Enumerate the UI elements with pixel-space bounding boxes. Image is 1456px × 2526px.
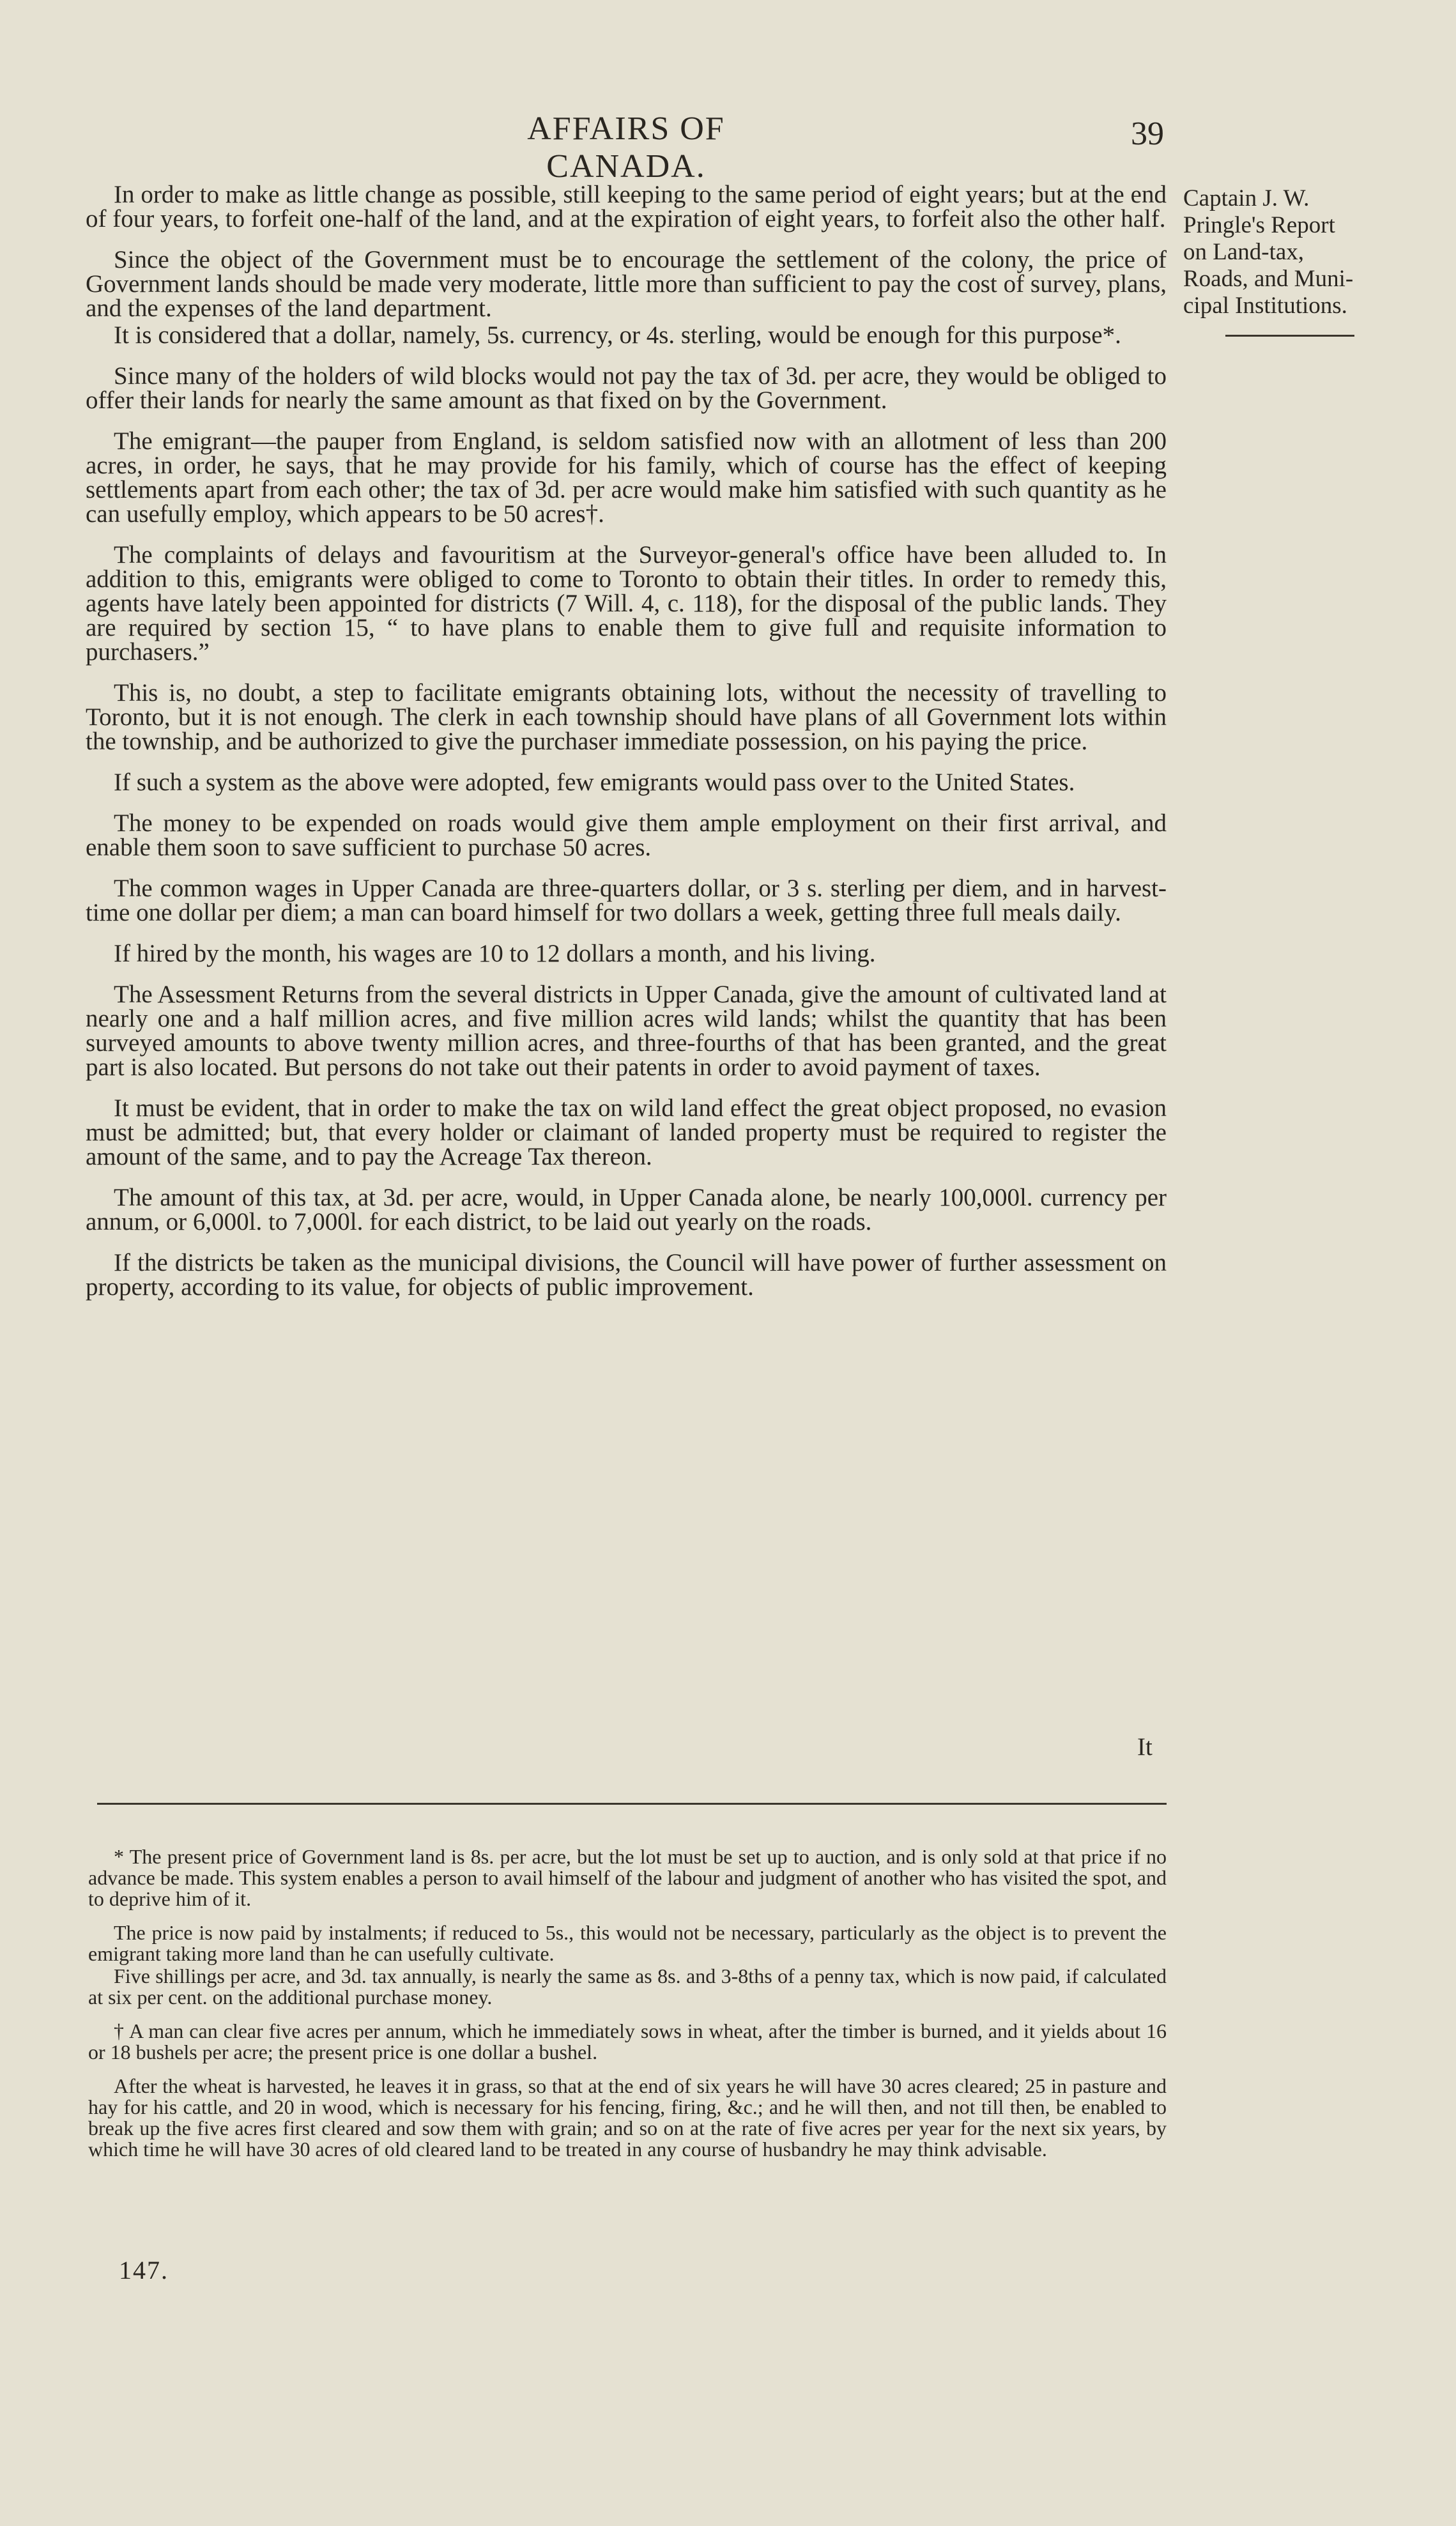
paragraph: The Assessment Returns from the several districts in Upper Canada, give the amount of cultivated land at nearly one and a half million acres, and five million acres wild lands; whilst the quantity that has been surveyed amounts to above twenty million acres, and three-fourths of that has been granted, and the great part is also located. But persons do not take out their patents in order to avoid payment of taxes. xyxy=(86,981,1167,1081)
paragraph: If hired by the month, his wages are 10 to 12 dollars a month, and his living. xyxy=(114,940,876,967)
paragraph: It is considered that a dollar, namely, 5s. currency, or 4s. sterling, would be enough for this purpose*. xyxy=(114,321,1121,349)
paragraph: The amount of this tax, at 3d. per acre, would, in Upper Canada alone, be nearly 100,000l. currency per annum, or 6,000l. to 7,000l. for each district, to be laid out yearly on the roads. xyxy=(86,1184,1167,1236)
page-number: 39 xyxy=(1131,116,1164,152)
sidenote-line: Captain J. W. xyxy=(1183,185,1310,211)
sidenote-divider xyxy=(1225,335,1354,337)
paragraph: The complaints of delays and favouritism at the Surveyor-general's office have been alluded to. In addition to this, emigrants were obliged to come to Toronto to obtain their titles. In order to remedy this, agents have lately been appointed for districts (7 Will. 4, c. 118), for the disposal of the public lands. They are required by section 15, “ to have plans to enable them to give full and requisite information to purchasers.” xyxy=(86,541,1167,666)
footnote-paragraph: Five shillings per acre, and 3d. tax annually, is nearly the same as 8s. and 3-8ths of a penny tax, which is now paid, if calculated at six per cent. on the additional purchase money. xyxy=(88,1964,1167,2009)
paragraph: Since the object of the Government must be to encourage the settlement of the colony, the price of Government lands should be made very moderate, little more than sufficient to pay the cost of survey, plans, and the expenses of the land department. xyxy=(86,246,1167,322)
paragraph: This is, no doubt, a step to facilitate emigrants obtaining lots, without the necessity of travelling to Toronto, but it is not enough. The clerk in each township should have plans of all Government lots within the township, and be authorized to give the purchaser immediate possession, on his paying the price. xyxy=(86,679,1167,755)
paragraph: It must be evident, that in order to make the tax on wild land effect the great object proposed, no evasion must be admitted; but, that every holder or claimant of landed property must be required to register the amount of the same, and to pay the Acreage Tax thereon. xyxy=(86,1094,1167,1170)
paragraph: The common wages in Upper Canada are three-quarters dollar, or 3 s. sterling per diem, and in harvest-time one dollar per diem; a man can board himself for two dollars a week, getting three full meals daily. xyxy=(86,875,1167,926)
footnote-paragraph: After the wheat is harvested, he leaves it in grass, so that at the end of six years he will have 30 acres cleared; 25 in pasture and hay for his cattle, and 20 in wood, which is necessary for his fencing, firing, &c.; and he will then, and not till then, be enabled to break up the five acres first cleared and sow them with grain; and so on at the rate of five acres per year for the next six years, by which time he will have 30 acres of old cleared land to be treated in any course of husbandry he may think advisable. xyxy=(88,2074,1167,2161)
paragraph: In order to make as little change as possible, still keeping to the same period of eight years; but at the end of four years, to forfeit one-half of the land, and at the expiration of eight years, to forfeit also the other half. xyxy=(86,181,1167,233)
footnote-paragraph: * The present price of Government land is 8s. per acre, but the lot must be set up to auction, and is only sold at that price if no advance be made. This system enables a person to avail himself of the labour and judgment of another who has visited the spot, and to deprive him of it. xyxy=(88,1845,1167,1910)
paragraph: The money to be expended on roads would give them ample employment on their first arrival, and enable them soon to save sufficient to purchase 50 acres. xyxy=(86,809,1167,861)
catchword: It xyxy=(1137,1733,1153,1761)
paragraph: If the districts be taken as the municipal divisions, the Council will have power of further assessment on property, according to its value, for objects of public improvement. xyxy=(86,1249,1167,1301)
margin-sidenote xyxy=(1183,185,1452,319)
sidenote-line: Roads, and Muni- xyxy=(1183,266,1354,292)
paragraph: The emigrant—the pauper from England, is seldom satisfied now with an allotment of less than 200 acres, in order, he says, that he may provide for his family, which of course has the effect of keeping settlements apart from each other; the tax of 3d. per acre would make him satisfied with such quantity as he can usefully employ, which appears to be 50 acres†. xyxy=(86,427,1167,528)
running-header-title: AFFAIRS OF CANADA. xyxy=(527,111,725,185)
footnote-paragraph: The price is now paid by instalments; if reduced to 5s., this would not be necessary, particularly as the object is to prevent the emigrant taking more land than he can usefully cultivate. xyxy=(88,1921,1167,1965)
footnote-divider xyxy=(97,1803,1167,1805)
sidenote-line: Pringle's Report xyxy=(1183,212,1335,238)
printer-signature: 147. xyxy=(119,2256,169,2285)
paragraph: If such a system as the above were adopted, few emigrants would pass over to the United States. xyxy=(114,769,1075,796)
sidenote-line: cipal Institutions. xyxy=(1183,293,1347,319)
main-text xyxy=(86,183,1167,1316)
footnotes xyxy=(88,1846,1167,2173)
sidenote-line: on Land-tax, xyxy=(1183,239,1305,265)
paragraph: Since many of the holders of wild blocks would not pay the tax of 3d. per acre, they would be obliged to offer their lands for nearly the same amount as that fixed on by the Government. xyxy=(86,362,1167,414)
footnote-paragraph: † A man can clear five acres per annum, which he immediately sows in wheat, after the timber is burned, and it yields about 16 or 18 bushels per acre; the present price is one dollar a bushel. xyxy=(88,2019,1167,2063)
